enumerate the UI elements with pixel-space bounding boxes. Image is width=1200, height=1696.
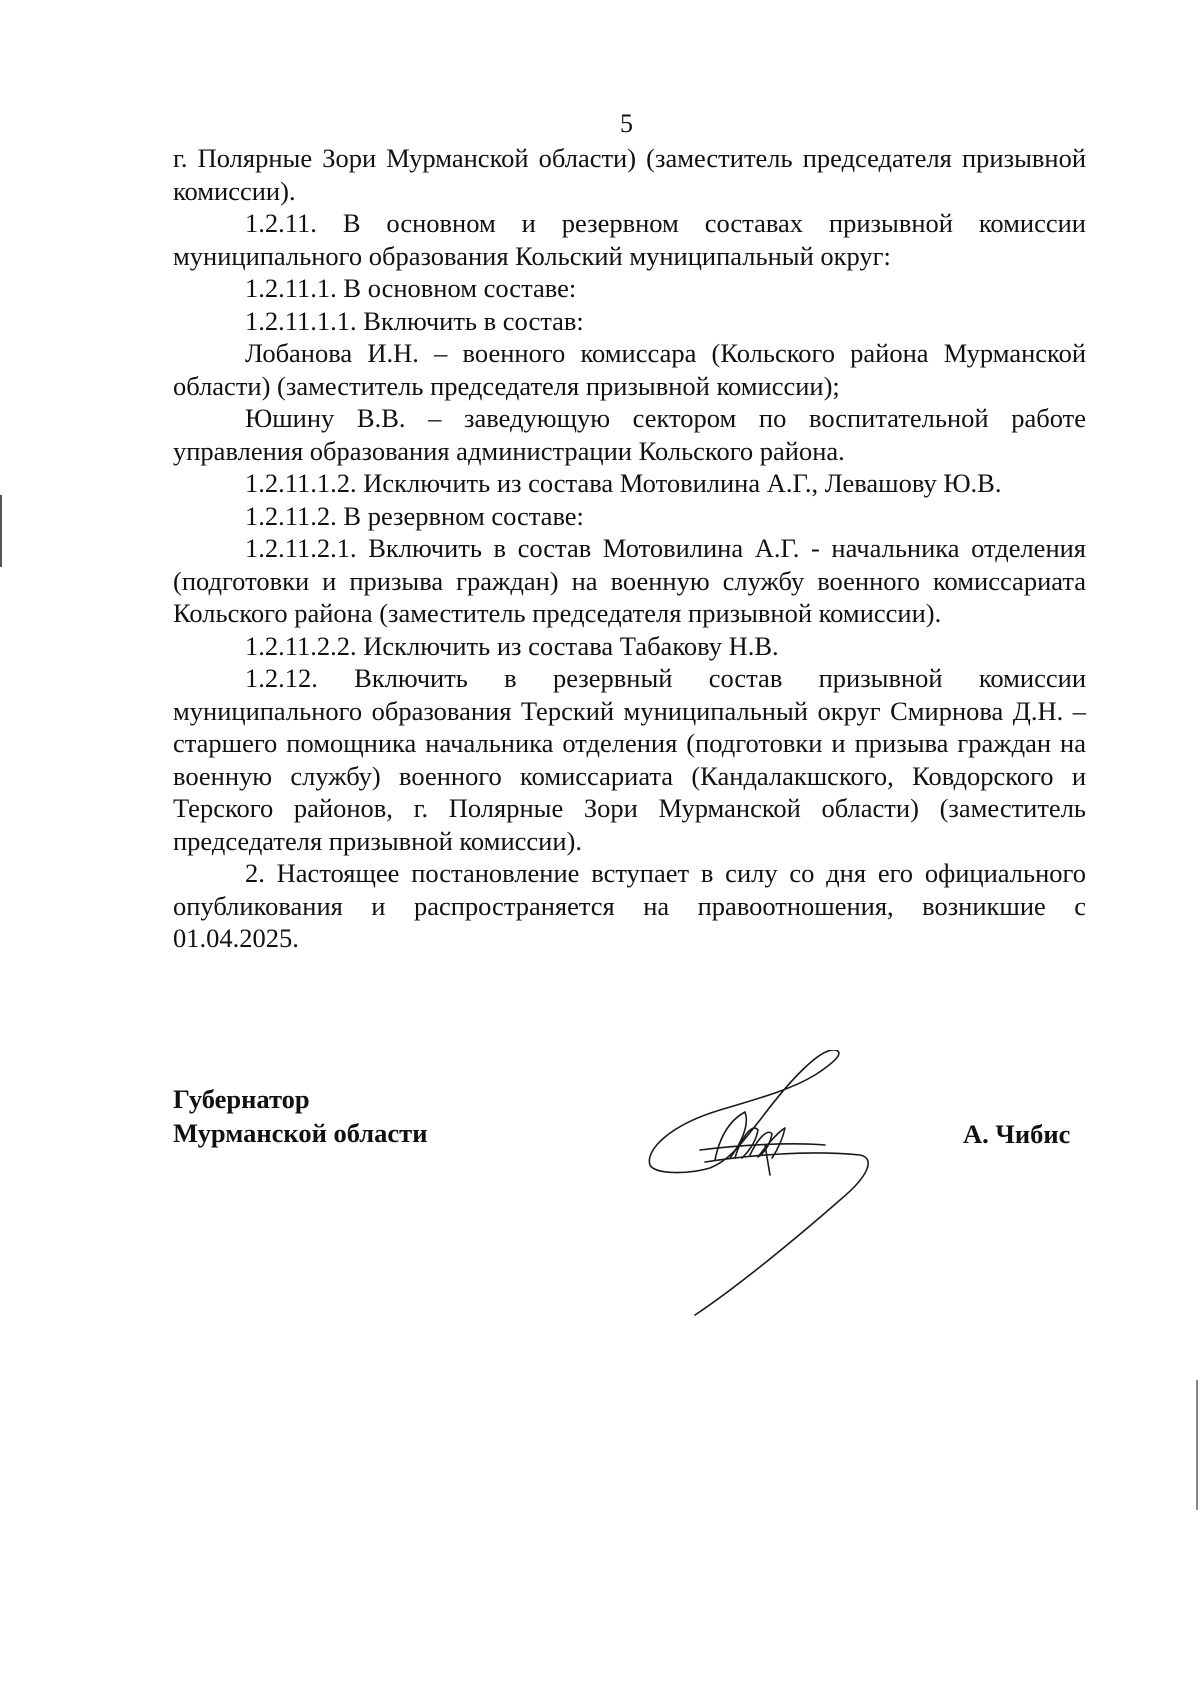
signatory-title-line: Губернатор [173, 1084, 310, 1114]
paragraph: 1.2.12. Включить в резервный состав призывной комиссии муниципального образования Терский муниципальный округ Смирнова Д.Н. – старшего помощника начальника отделения (подготовки и призыва граждан на военную службу) военного комиссариата (Кандалакшского, Ковдорского и Терского районов, г. Полярные Зори Мурманской области) (заместитель председателя призывной комиссии). [173, 663, 1086, 856]
document-body [173, 142, 1086, 955]
signatory-title [173, 1082, 427, 1150]
paragraph: 1.2.11.2. В резервном составе: [245, 500, 584, 531]
paragraph: Лобанова И.Н. – военного комиссара (Кольского района Мурманской области) (заместитель председателя призывной комиссии); [173, 338, 1086, 401]
paragraph: 1.2.11.1. В основном составе: [245, 273, 577, 303]
paragraph: 1.2.11. В основном и резервном составах призывной комиссии муниципального образования Кольский муниципальный округ: [173, 208, 1086, 271]
scan-edge-mark [1196, 1380, 1198, 1510]
paragraph: 1.2.11.2.2. Исключить из состава Табакову Н.В. [245, 630, 779, 661]
paragraph: Юшину В.В. – заведующую сектором по воспитательной работе управления образования администрации Кольского района. [173, 403, 1086, 466]
handwritten-signature [640, 1050, 880, 1320]
paragraph: г. Полярные Зори Мурманской области) (заместитель председателя призывной комиссии). [173, 143, 1086, 206]
page-number: 5 [620, 109, 633, 138]
scan-edge-mark [0, 495, 2, 567]
paragraph: 1.2.11.1.2. Исключить из состава Мотовилина А.Г., Левашову Ю.В. [245, 468, 1002, 498]
paragraph: 1.2.11.1.1. Включить в состав: [245, 305, 584, 336]
signatory-title-line: Мурманской области [173, 1118, 428, 1148]
paragraph: 1.2.11.2.1. Включить в состав Мотовилина А.Г. - начальника отделения (подготовки и призыва граждан) на военную службу военного комиссариата Кольского района (заместитель председателя призывной комиссии). [173, 533, 1086, 628]
signer-name: А. Чибис [963, 1119, 1071, 1149]
paragraph: 2. Настоящее постановление вступает в силу со дня его официального опубликования и распространяется на правоотношения, возникшие с 01.04.2025. [173, 858, 1086, 953]
